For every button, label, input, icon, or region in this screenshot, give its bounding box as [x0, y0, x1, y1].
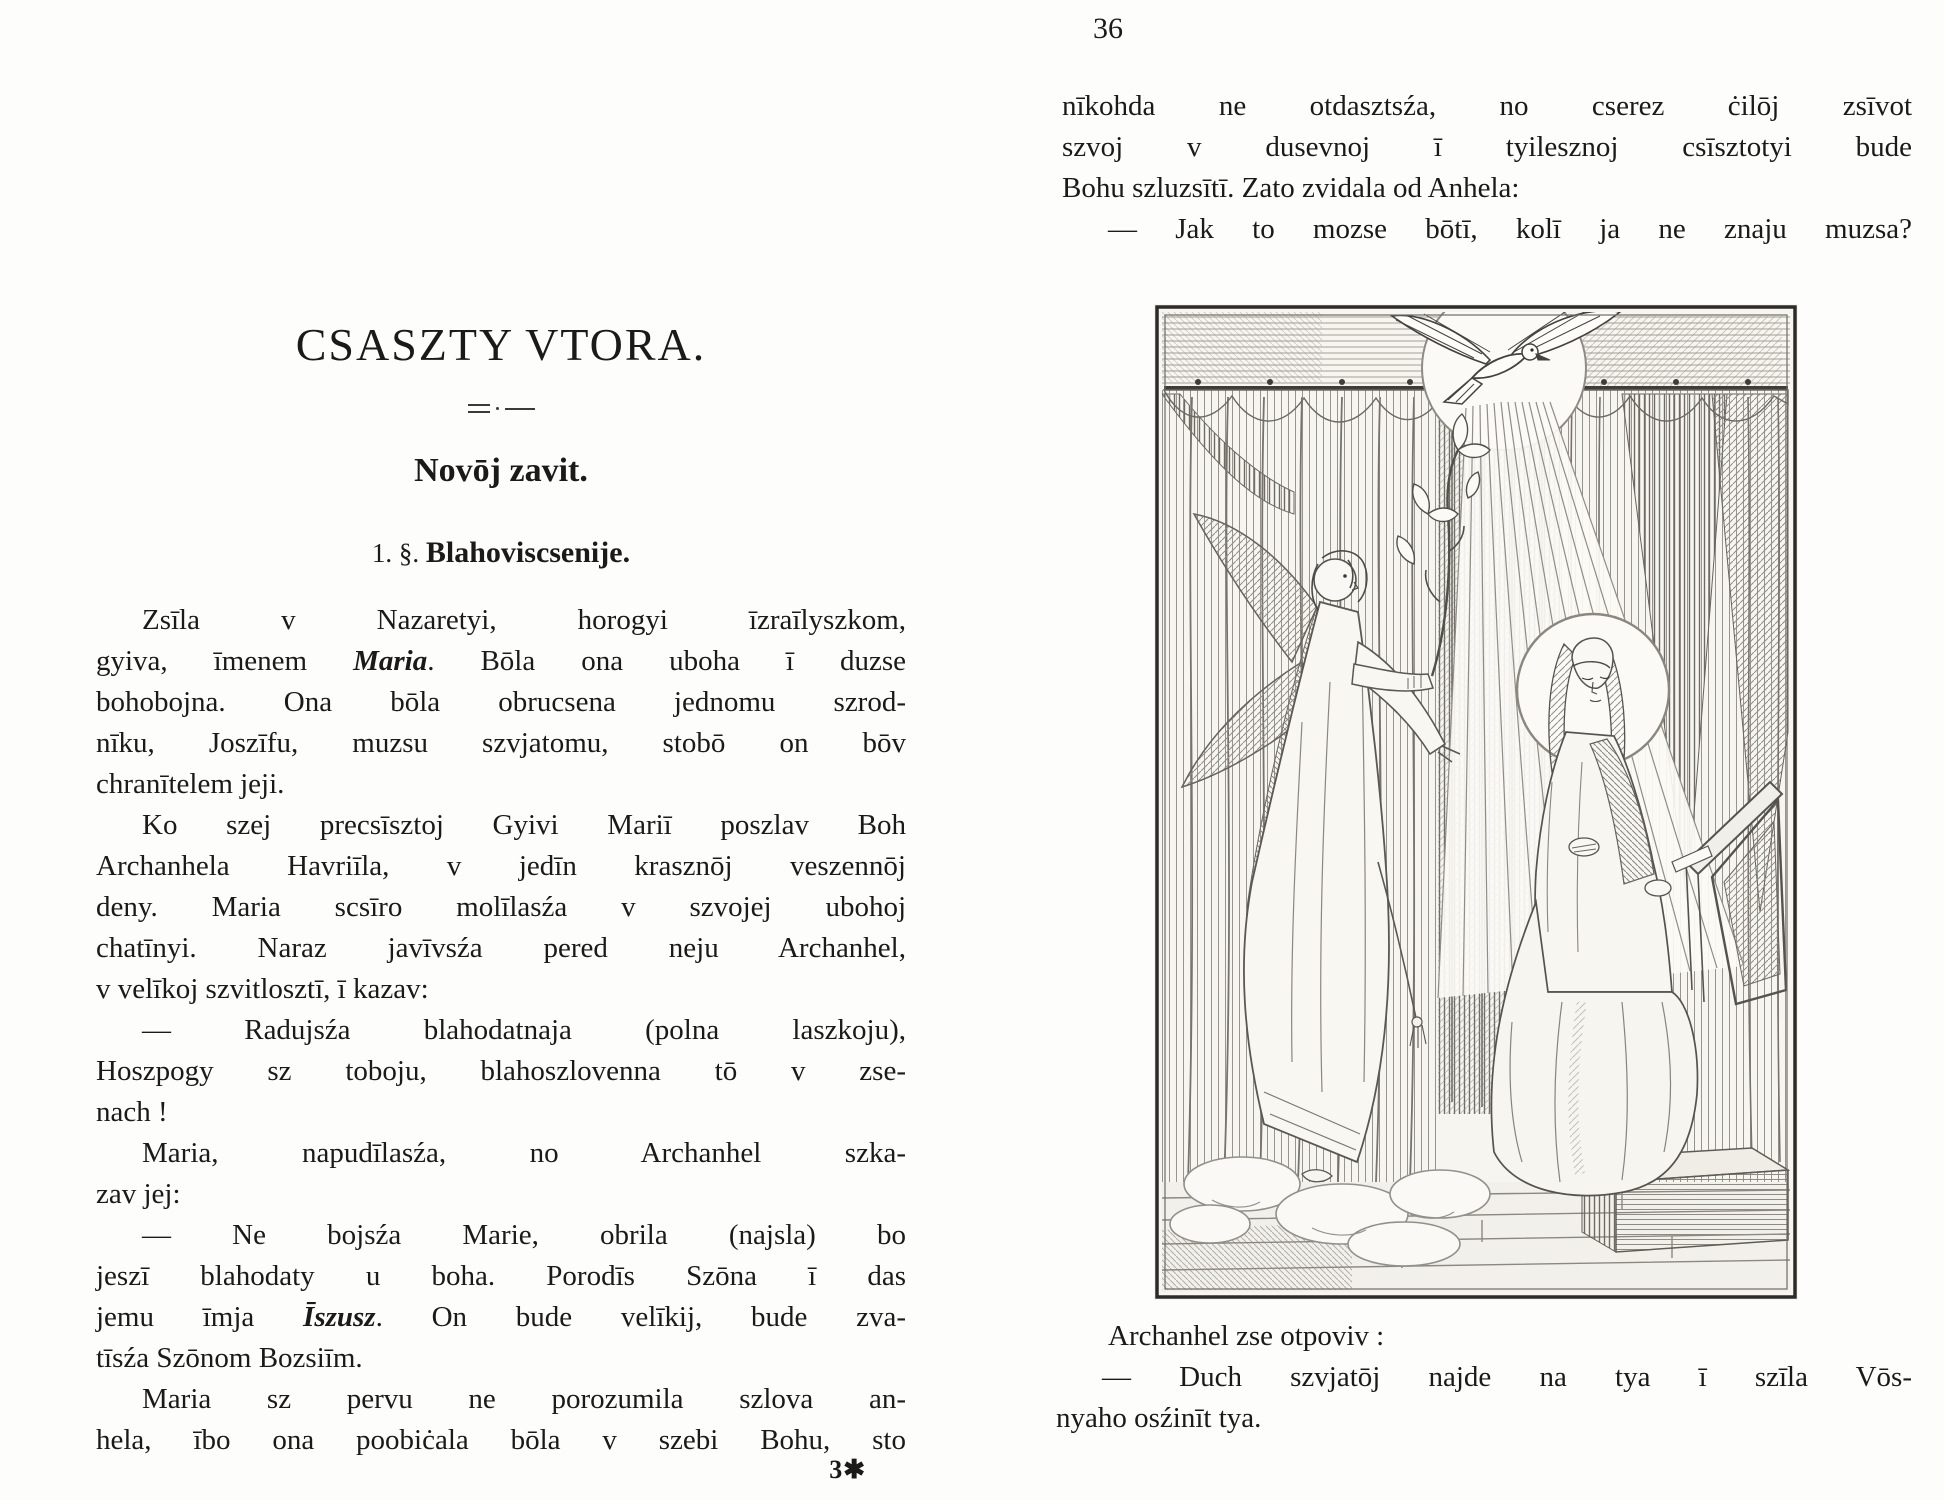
text-line: Ko szej precsīsztoj Gyivi Mariī poszlav Boh [142, 809, 906, 841]
paragraph-4 [96, 1133, 906, 1215]
text-line [96, 641, 906, 682]
text-line: — Jak to mozse bōtī, kolī ja ne znaju muzsa? [1108, 213, 1912, 245]
text-span: jemu īmja [96, 1301, 304, 1333]
text-line: nīku, Joszīfu, muzsu szvjatomu, stobō on bōv [96, 727, 906, 759]
paragraph-continuation [1062, 86, 1912, 209]
left-page [96, 0, 906, 1500]
text-line: Maria, napudīlasźa, no Archanhel szka- [142, 1137, 906, 1169]
paragraph-5 [96, 1215, 906, 1379]
text-line: jeszī blahodaty u boha. Porodīs Szōna ī das [96, 1260, 906, 1292]
text-line: bohobojna. Ona bōla obrucsena jednomu szrod- [96, 686, 906, 718]
paragraph-6 [96, 1379, 906, 1461]
text-line: Archanhela Havriīla, v jedīn krasznōj veszennōj [96, 850, 906, 882]
page-number: 36 [1093, 12, 1123, 45]
paragraph-3 [96, 1010, 906, 1133]
text-line: zav jej: [96, 1178, 181, 1210]
ornament-dash [505, 408, 535, 410]
text-line: Zsīla v Nazaretyi, horogyi īzraīlyszkom, [142, 604, 906, 636]
text-line: hela, ībo ona poobiċala bōla v szebi Bohu, sto [96, 1424, 906, 1456]
ornament-divider [96, 404, 906, 413]
paragraph-2 [96, 805, 906, 1010]
text-line: Hoszpogy sz toboju, blahoszlovenna tō v zse- [96, 1055, 906, 1087]
angel-head [1314, 559, 1356, 601]
mary-hand-book [1645, 880, 1671, 896]
text-span: . On bude velīkij, bude zva- [375, 1301, 907, 1333]
text-line: v velīkoj szvitlosztī, ī kazav: [96, 973, 429, 1005]
section-number: 1. §. [371, 538, 420, 568]
name-maria: Maria [353, 645, 428, 677]
text-line: tīsźa Szōnom Bozsiīm. [96, 1342, 363, 1374]
dialogue-line [1062, 209, 1912, 250]
text-line: szvoj v dusevnoj ī tyilesznoj csīsztotyi bude [1062, 131, 1912, 163]
signature-mark: 3✱ [829, 1455, 866, 1484]
name-iszusz: Īszusz [303, 1301, 376, 1333]
text-line [96, 1297, 906, 1338]
text-line: deny. Maria scsīro molīlasźa v szvojej ubohoj [96, 891, 906, 923]
mary-hand-chest [1569, 838, 1599, 856]
text-line: — Duch szvjatōj najde na tya ī szīla Vōs- [1102, 1361, 1912, 1393]
text-line: chatīnyi. Naraz javīvsźa pered neju Archanhel, [96, 932, 906, 964]
section-heading [96, 536, 906, 570]
text-span: gyiva, īmenem [96, 645, 354, 677]
valance-right [1564, 390, 1788, 421]
annunciation-engraving [1152, 302, 1800, 1302]
text-line: nyaho osźinīt tya. [1056, 1402, 1262, 1434]
text-line: Archanhel zse otpoviv : [1108, 1320, 1385, 1352]
text-line: chranītelem jeji. [96, 768, 285, 800]
text-line: nach ! [96, 1096, 168, 1128]
ornament-dash-double [468, 404, 490, 413]
text-line: Maria sz pervu ne porozumila szlova an- [142, 1383, 906, 1415]
paragraph-answer-intro [1062, 1316, 1912, 1357]
text-line: Bohu szluzsītī. Zato zvidala od Anhela: [1062, 172, 1520, 204]
chapter-title: CSASZTY VTORA. [295, 319, 707, 370]
ornament-dot [496, 407, 499, 410]
section-title: Blahoviscsenije. [425, 536, 631, 569]
text-span: . Bōla ona uboha ī duzse [427, 645, 907, 677]
text-line: — Ne bojsźa Marie, obrila (najsla) bo [142, 1219, 906, 1251]
text-line: — Radujsźa blahodatnaja (polna laszkoju), [142, 1014, 906, 1046]
section-subtitle: Novōj zavit. [414, 452, 588, 489]
annunciation-engraving-svg [1152, 302, 1800, 1302]
paragraph-answer [1056, 1357, 1912, 1439]
paragraph-1 [96, 600, 906, 805]
text-line: nīkohda ne otdasztsźa, no cserez ċilōj zsīvot [1062, 90, 1912, 122]
